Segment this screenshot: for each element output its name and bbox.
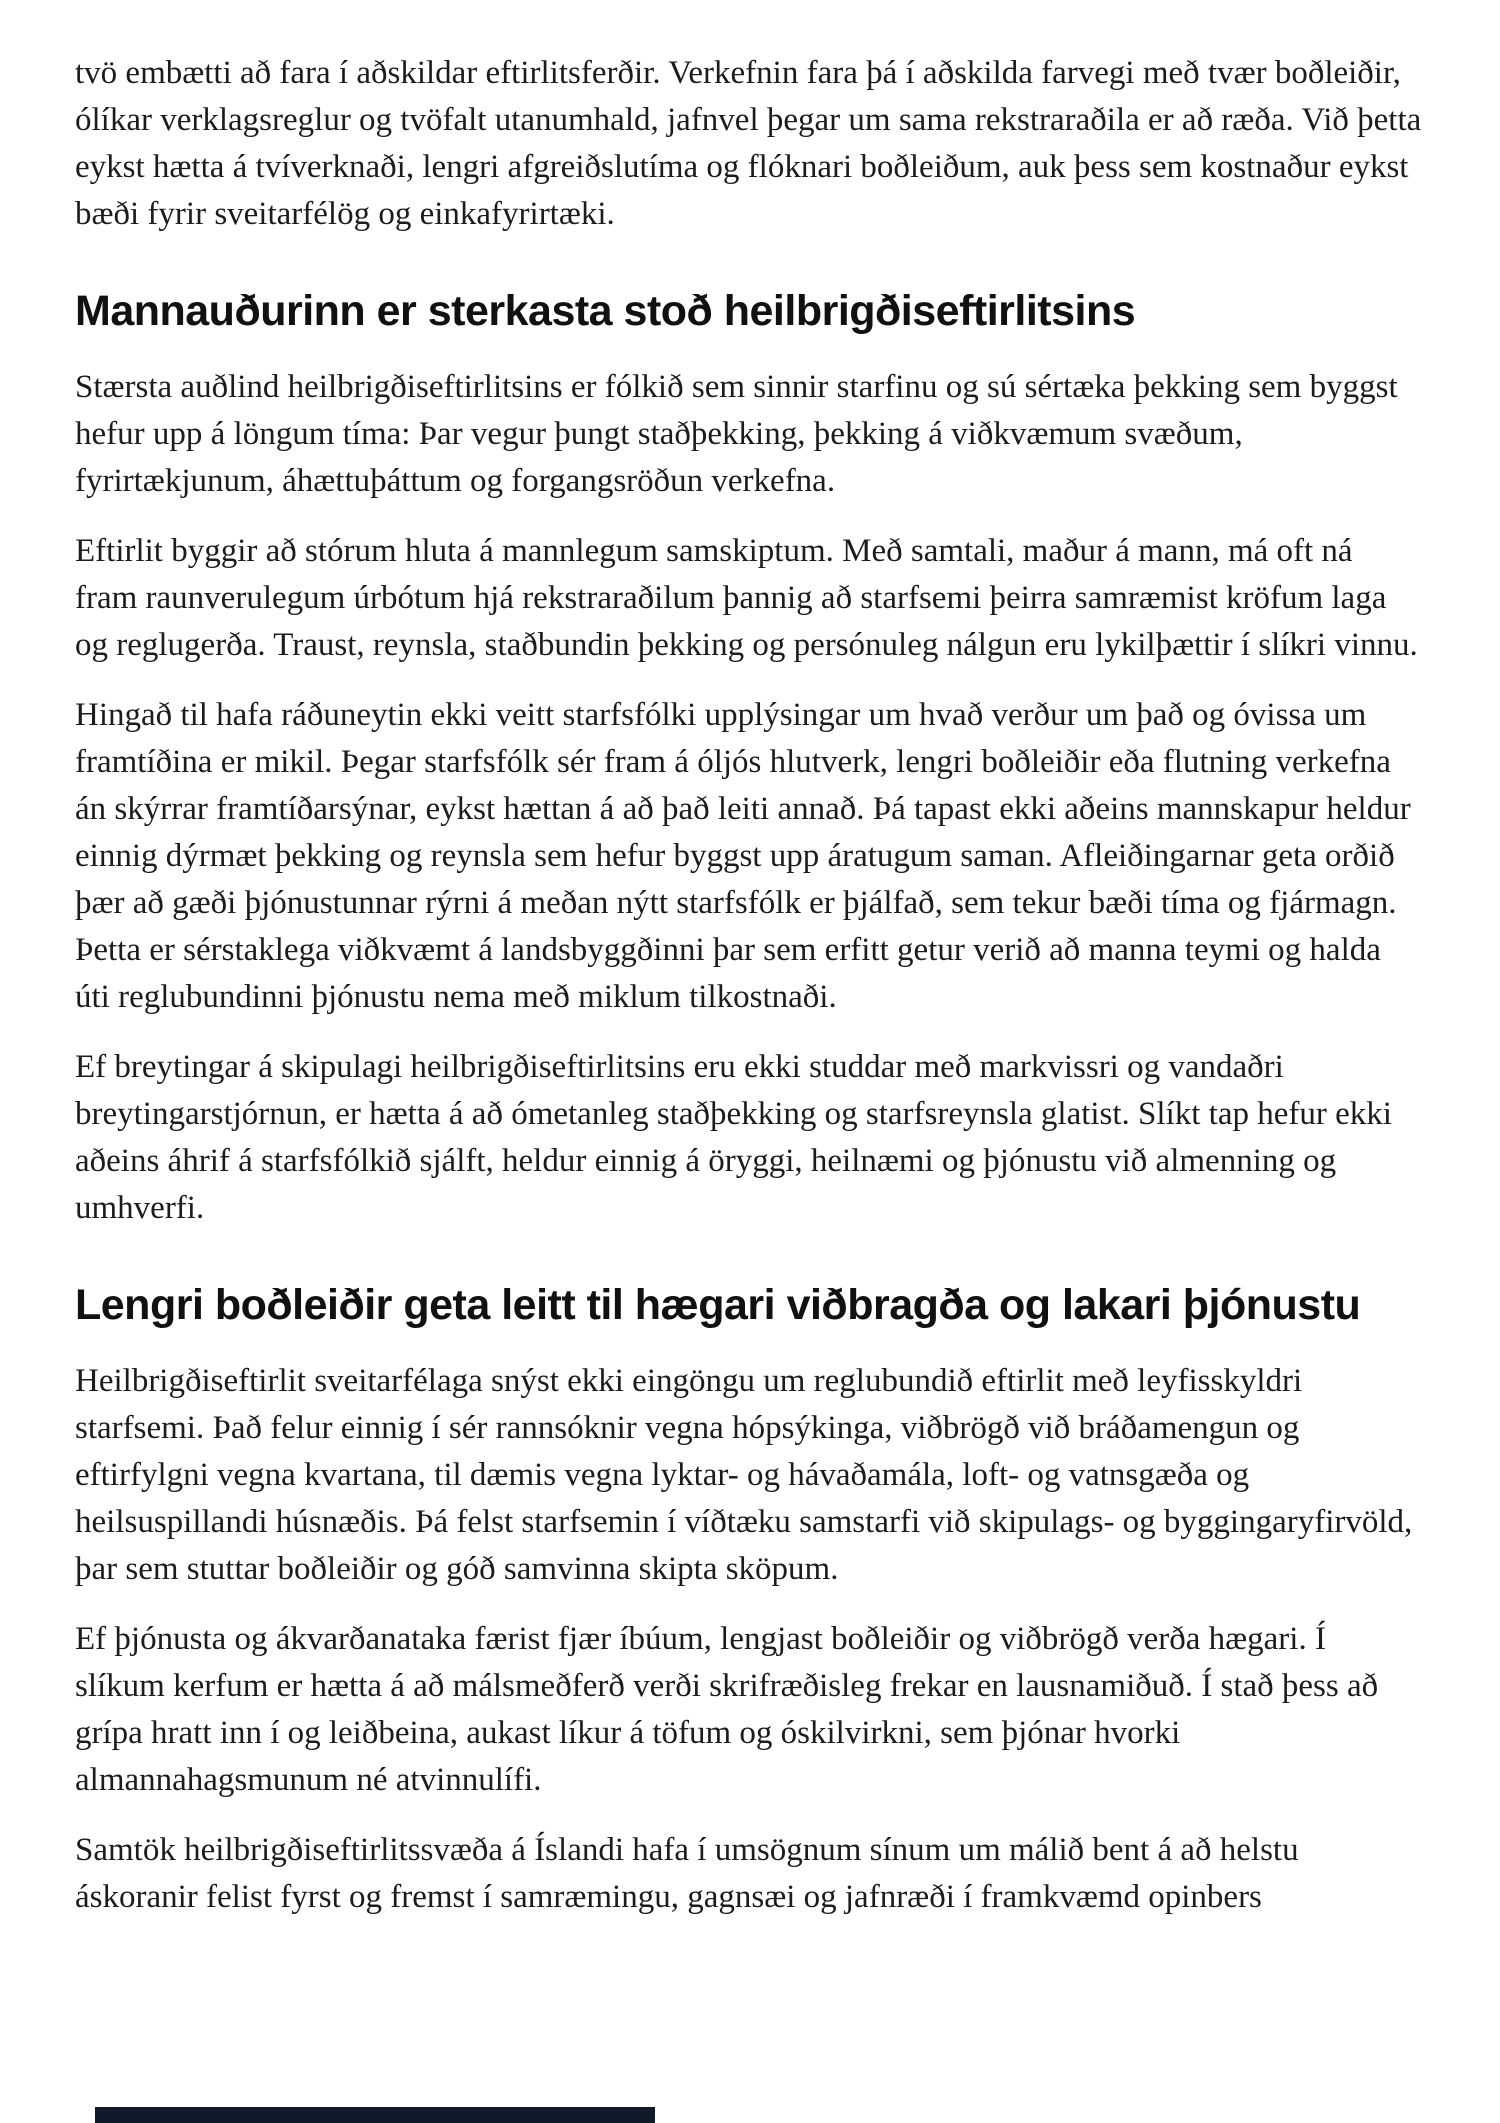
paragraph-eftirlit-byggir: Eftirlit byggir að stórum hluta á mannlegum samskiptum. Með samtali, maður á mann, má oft ná fram raunverulegum úrbótum hjá rekstraraðilum þannig að starfsemi þeirra samræmist kröfum laga og reglugerða. Traust, reynsla, staðbundin þekking og persónuleg nálgun eru lykilþættir í slíkri vinnu. — [75, 533, 1418, 663]
section-heading-lengri-bodleidir: Lengri boðleiðir geta leitt til hægari viðbragða og lakari þjónustu — [75, 1281, 1361, 1329]
article-body — [75, 50, 1422, 1921]
paragraph-ef-thjonusta: Ef þjónusta og ákvarðanataka færist fjær íbúum, lengjast boðleiðir og viðbrögð verða hægari. Í slíkum kerfum er hætta á að málsmeðferð verði skrifræðisleg frekar en lausnamiðuð. Í stað þess að grípa hratt inn í og leiðbeina, aukast líkur á töfum og óskilvirkni, sem þjónar hvorki almannahagsmunum né atvinnulífi. — [75, 1621, 1379, 1798]
footer-bar — [95, 2107, 655, 2123]
paragraph-intro-continued: tvö embætti að fara í aðskildar eftirlitsferðir. Verkefnin fara þá í aðskilda farvegi með tvær boðleiðir, ólíkar verklagsreglur og tvöfalt utanumhald, jafnvel þegar um sama rekstraraðila er að ræða. Við þetta eykst hætta á tvíverknaði, lengri afgreiðslutíma og flóknari boðleiðum, auk þess sem kostnaður eykst bæði fyrir sveitarfélög og einkafyrirtæki. — [75, 55, 1422, 232]
paragraph-staersta-audlind: Stærsta auðlind heilbrigðiseftirlitsins er fólkið sem sinnir starfinu og sú sértæka þekking sem byggst hefur upp á löngum tíma: Þar vegur þungt staðþekking, þekking á viðkvæmum svæðum, fyrirtækjunum, áhættuþáttum og forgangsröðun verkefna. — [75, 369, 1398, 499]
paragraph-ef-breytingar: Ef breytingar á skipulagi heilbrigðiseftirlitsins eru ekki studdar með markvissri og vandaðri breytingarstjórnun, er hætta á að ómetanleg staðþekking og starfsreynsla glatist. Slíkt tap hefur ekki aðeins áhrif á starfsfólkið sjálft, heldur einnig á öryggi, heilnæmi og þjónustu við almenning og umhverfi. — [75, 1049, 1392, 1226]
section-heading-mannaudurinn: Mannauðurinn er sterkasta stoð heilbrigðiseftirlitsins — [75, 287, 1136, 335]
paragraph-samtok-heilbrigdiseftirlitssvaeda: Samtök heilbrigðiseftirlitssvæða á Íslandi hafa í umsögnum sínum um málið bent á að helstu áskoranir felist fyrst og fremst í samræmingu, gagnsæi og jafnræði í framkvæmd opinbers — [75, 1832, 1299, 1915]
paragraph-hingad-til: Hingað til hafa ráðuneytin ekki veitt starfsfólki upplýsingar um hvað verður um það og óvissa um framtíðina er mikil. Þegar starfsfólk sér fram á óljós hlutverk, lengri boðleiðir eða flutning verkefna án skýrrar framtíðarsýnar, eykst hættan á að það leiti annað. Þá tapast ekki aðeins mannskapur heldur einnig dýrmæt þekking og reynsla sem hefur byggst upp áratugum saman. Afleiðingarnar geta orðið þær að gæði þjónustunnar rýrni á meðan nýtt starfsfólk er þjálfað, sem tekur bæði tíma og fjármagn. Þetta er sérstaklega viðkvæmt á landsbyggðinni þar sem erfitt getur verið að manna teymi og halda úti reglubundinni þjónustu nema með miklum tilkostnaði. — [75, 697, 1411, 1015]
paragraph-heilbrigdiseftirlit-sveitarfelaga: Heilbrigðiseftirlit sveitarfélaga snýst ekki eingöngu um reglubundið eftirlit með leyfisskyldri starfsemi. Það felur einnig í sér rannsóknir vegna hópsýkinga, viðbrögð við bráðamengun og eftirfylgni vegna kvartana, til dæmis vegna lyktar- og hávaðamála, loft- og vatnsgæða og heilsuspillandi húsnæðis. Þá felst starfsemin í víðtæku samstarfi við skipulags- og byggingaryfirvöld, þar sem stuttar boðleiðir og góð samvinna skipta sköpum. — [75, 1363, 1413, 1587]
